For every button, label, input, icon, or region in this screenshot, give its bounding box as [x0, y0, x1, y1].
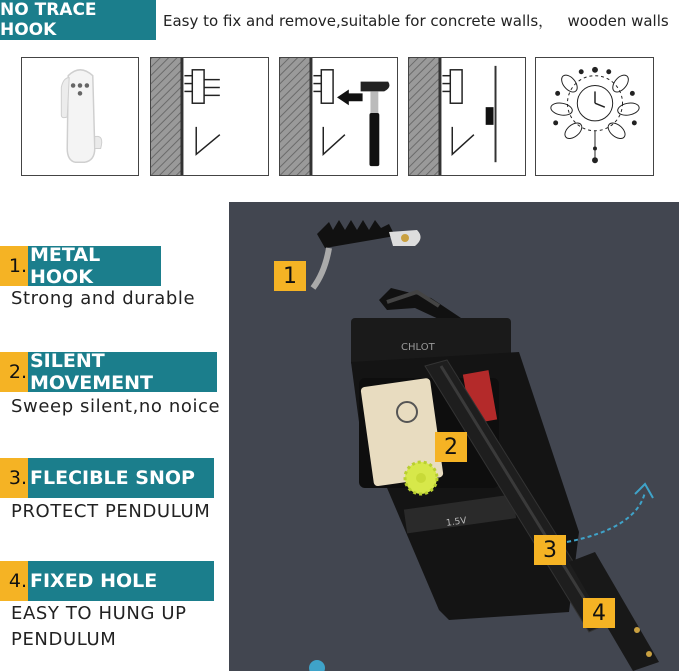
hook-icon — [22, 58, 138, 175]
feature-name: SILENT MOVEMENT — [28, 352, 217, 392]
clock-mounted-icon — [409, 58, 525, 175]
feature-number: 2. — [0, 352, 28, 392]
feature-number: 4. — [0, 561, 28, 601]
feature-description: Sweep silent,no noice — [11, 396, 221, 417]
tagline: Easy to fix and remove,suitable for concrete walls， wooden walls — [163, 12, 669, 30]
feature-name: FLECIBLE SNOP — [28, 458, 214, 498]
battery-label: 1.5V — [445, 516, 468, 529]
product-photo — [229, 202, 679, 671]
product-tag: NO TRACE HOOK — [0, 0, 156, 40]
step-wall-hook — [150, 57, 269, 176]
feature-number: 1. — [0, 246, 28, 286]
feature-description: Strong and durable — [11, 288, 196, 309]
feature-number: 3. — [0, 458, 28, 498]
step-mounted-clock — [408, 57, 526, 176]
feature-name: FIXED HOLE — [28, 561, 214, 601]
feature-label-metal-hook — [0, 246, 161, 286]
feature-name: METAL HOOK — [28, 246, 161, 286]
callout-3: 3 — [534, 535, 566, 565]
step-clock — [535, 57, 654, 176]
feature-label-silent-movement — [0, 352, 217, 392]
callout-2: 2 — [435, 432, 467, 462]
feature-description: PROTECT PENDULUM — [11, 501, 211, 522]
callout-4: 4 — [583, 598, 615, 628]
hammer-icon — [280, 58, 397, 175]
wall-hook-icon — [151, 58, 268, 175]
feature-description: EASY TO HUNG UP PENDULUM — [11, 603, 187, 650]
callout-1: 1 — [274, 261, 306, 291]
clock-icon — [536, 58, 653, 175]
brand-mark: CHLOT — [401, 342, 435, 353]
step-hook — [21, 57, 139, 176]
feature-label-fixed-hole — [0, 561, 214, 601]
feature-label-flecible-snop — [0, 458, 214, 498]
step-hammer — [279, 57, 398, 176]
